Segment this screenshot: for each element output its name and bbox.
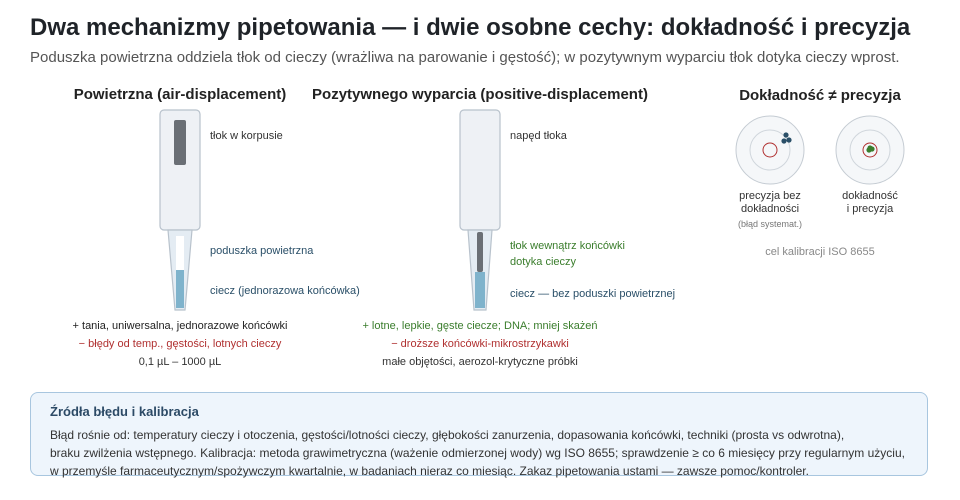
positive-piston-label-2: dotyka cieczy	[510, 256, 577, 268]
air-piston-label: tłok w korpusie	[210, 130, 283, 142]
positive-pipette-body	[460, 110, 500, 230]
target2-label-2: i precyzja	[846, 203, 894, 215]
sources-title: Źródła błędu i kalibracja	[50, 404, 199, 419]
positive-pipette-diagram	[450, 105, 510, 315]
page-title: Dwa mechanizmy pipetowania — i dwie osobne cechy: dokładność i precyzja	[30, 14, 911, 41]
air-cushion-label: poduszka powietrzna	[210, 245, 314, 257]
target2-label-1: dokładność	[842, 190, 898, 202]
air-pro: + tania, uniwersalna, jednorazowe końcówki	[72, 320, 288, 332]
positive-piston-label-1: tłok wewnątrz końcówki	[510, 240, 625, 252]
sources-line: w przemyśle farmaceutycznym/spożywczym kwartalnie, w badaniach nieraz co miesiąc. Zakaz pipetowania ustami — zawsze pomoc/kontroler.	[50, 464, 809, 478]
target1-note: (błąd systemat.)	[737, 219, 803, 229]
target-accuracy-precision	[830, 112, 910, 192]
air-liquid	[176, 270, 184, 308]
sources-line: Błąd rośnie od: temperatury cieczy i otoczenia, gęstości/lotności cieczy, głębokości zanurzenia, dopasowania końcówki, techniki (prosta vs odwrotna),	[50, 428, 845, 442]
air-heading: Powietrzna (air-displacement)	[73, 86, 287, 103]
positive-pro: + lotne, lepkie, gęste ciecze; DNA; mniej skażeń	[362, 320, 598, 332]
shot	[783, 132, 788, 137]
air-cushion	[176, 236, 184, 270]
shot	[867, 145, 872, 150]
positive-liquid	[475, 272, 485, 308]
page-subtitle: Poduszka powietrzna oddziela tłok od cieczy (wrażliwa na parowanie i gęstość); w pozytywnym wyparciu tłok dotyka cieczy wprost.	[30, 49, 900, 66]
air-range: 0,1 µL – 1000 µL	[138, 356, 222, 368]
positive-note: małe objętości, aerozol-krytyczne próbki	[382, 356, 578, 368]
target1-label-1: precyzja bez	[739, 190, 801, 202]
positive-liquid-label: ciecz — bez poduszki powietrznej	[510, 288, 676, 300]
target-precision-only	[730, 112, 810, 192]
sources-line: braku zwilżenia wstępnego. Kalibracja: metoda grawimetryczna (ważenie odmierzonej wody) wg ISO 8655; sprawdzenie ≥ co 6 miesięcy przy regularnym użyciu,	[50, 446, 905, 460]
air-pipette-diagram	[150, 105, 210, 315]
air-liquid-label: ciecz (jednorazowa końcówka)	[210, 285, 360, 297]
sources-box	[30, 392, 928, 476]
shot	[781, 138, 786, 143]
positive-heading: Pozytywnego wyparcia (positive-displacement)	[312, 86, 648, 103]
positive-drive-label: napęd tłoka	[510, 130, 567, 142]
positive-con: − droższe końcówki-mikrostrzykawki	[391, 338, 569, 350]
air-con: − błędy od temp., gęstości, lotnych cieczy	[78, 338, 282, 350]
shot	[786, 137, 791, 142]
accuracy-heading: Dokładność ≠ precyzja	[739, 87, 901, 104]
calibration-caption: cel kalibracji ISO 8655	[765, 246, 875, 258]
target1-label-2: dokładności	[740, 203, 800, 215]
air-piston	[174, 120, 186, 165]
positive-piston	[477, 232, 483, 272]
